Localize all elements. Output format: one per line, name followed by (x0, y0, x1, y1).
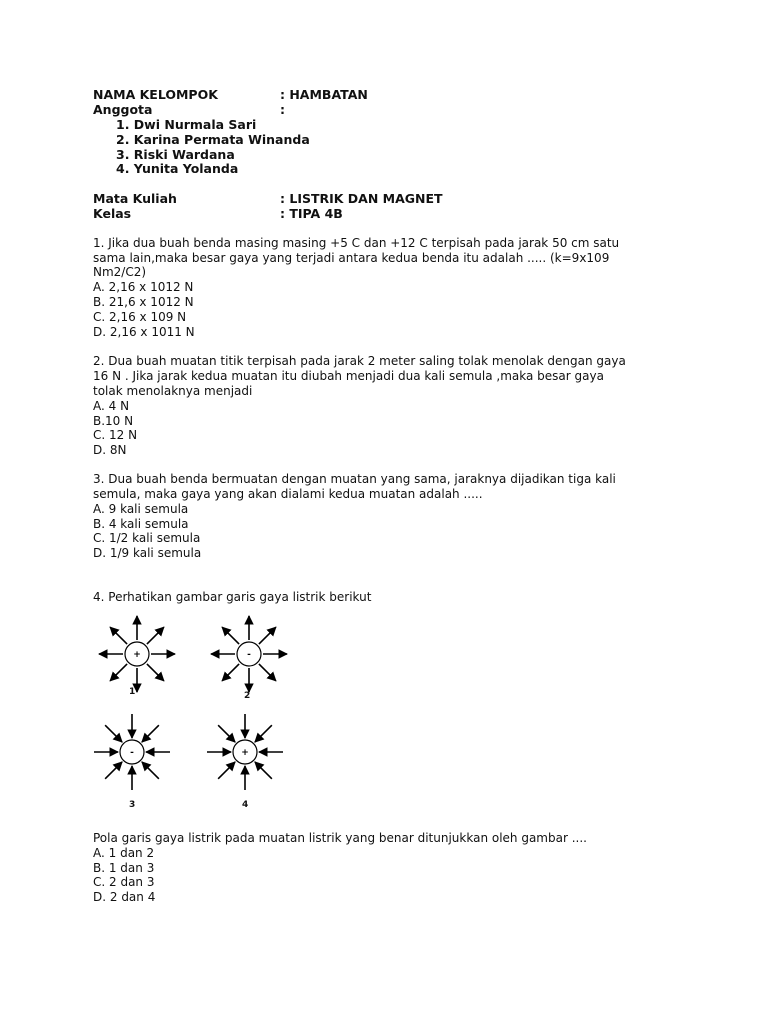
field-line-figure-4 (200, 712, 290, 802)
field-line-arrow (105, 725, 122, 742)
question-1-line: 1. Jika dua buah benda masing masing +5 C dan +12 C terpisah pada jarak 50 cm satu (93, 236, 620, 250)
field-line-arrow (147, 664, 164, 681)
field-line-arrow (222, 627, 239, 644)
field-line-arrow (110, 664, 127, 681)
field-line-arrow (255, 762, 272, 779)
figure-3-number: 3 (129, 800, 136, 810)
members-colon: : (280, 102, 285, 117)
field-line-figure-1 (92, 614, 182, 704)
question-3-line: 3. Dua buah benda bermuatan dengan muatan yang sama, jaraknya dijadikan tiga kali (93, 472, 616, 486)
figure-4-number: 4 (242, 800, 249, 810)
class-label: Kelas (93, 206, 132, 221)
question-4-line: 4. Perhatikan gambar garis gaya listrik berikut (93, 590, 372, 604)
member-item: 4. Yunita Yolanda (116, 161, 239, 176)
question-2-option: C. 12 N (93, 428, 138, 442)
question-1-option: C. 2,16 x 109 N (93, 310, 187, 324)
field-line-arrow (105, 762, 122, 779)
field-line-figure-3 (87, 712, 177, 802)
field-line-arrow (147, 627, 164, 644)
figure-1-number: 1 (129, 687, 136, 697)
member-item: 2. Karina Permata Winanda (116, 132, 310, 147)
question-2-option: A. 4 N (93, 399, 130, 413)
field-line-arrow (222, 664, 239, 681)
question-3-option: B. 4 kali semula (93, 517, 189, 531)
course-label: Mata Kuliah (93, 191, 177, 206)
field-line-arrow (255, 725, 272, 742)
group-value: : HAMBATAN (280, 87, 368, 102)
field-line-arrow (259, 664, 276, 681)
question-2-option: D. 8N (93, 443, 127, 457)
member-item: 3. Riski Wardana (116, 147, 235, 162)
question-3-option: C. 1/2 kali semula (93, 531, 201, 545)
question-4-follow-up: Pola garis gaya listrik pada muatan listrik yang benar ditunjukkan oleh gambar .... (93, 831, 587, 845)
question-4-option: B. 1 dan 3 (93, 861, 155, 875)
field-line-arrow (259, 627, 276, 644)
field-line-arrow (218, 725, 235, 742)
question-1-option: D. 2,16 x 1011 N (93, 325, 195, 339)
question-4-option: D. 2 dan 4 (93, 890, 156, 904)
field-line-arrow (110, 627, 127, 644)
question-4-option: C. 2 dan 3 (93, 875, 155, 889)
question-2-line: 16 N . Jika jarak kedua muatan itu diubah menjadi dua kali semula ,maka besar gaya (93, 369, 604, 383)
question-1-line: Nm2/C2) (93, 265, 147, 279)
charge-sign: - (130, 748, 134, 758)
question-3-option: A. 9 kali semula (93, 502, 189, 516)
member-item: 1. Dwi Nurmala Sari (116, 117, 257, 132)
question-1-option: B. 21,6 x 1012 N (93, 295, 194, 309)
charge-sign: + (241, 748, 249, 758)
question-1-line: sama lain,maka besar gaya yang terjadi antara kedua benda itu adalah ..... (k=9x109 (93, 251, 610, 265)
group-label: NAMA KELOMPOK (93, 87, 218, 102)
question-4-option: A. 1 dan 2 (93, 846, 155, 860)
field-line-arrow (218, 762, 235, 779)
field-line-arrow (142, 762, 159, 779)
charge-sign: - (247, 650, 251, 660)
course-value: : LISTRIK DAN MAGNET (280, 191, 443, 206)
question-2-line: 2. Dua buah muatan titik terpisah pada jarak 2 meter saling tolak menolak dengan gaya (93, 354, 626, 368)
figure-2-number: 2 (244, 691, 251, 701)
question-3-line: semula, maka gaya yang akan dialami kedua muatan adalah ..... (93, 487, 483, 501)
question-1-option: A. 2,16 x 1012 N (93, 280, 194, 294)
charge-sign: + (133, 650, 141, 660)
question-2-line: tolak menolaknya menjadi (93, 384, 253, 398)
question-2-option: B.10 N (93, 414, 134, 428)
class-value: : TIPA 4B (280, 206, 343, 221)
question-3-option: D. 1/9 kali semula (93, 546, 202, 560)
members-label: Anggota (93, 102, 153, 117)
field-line-arrow (142, 725, 159, 742)
